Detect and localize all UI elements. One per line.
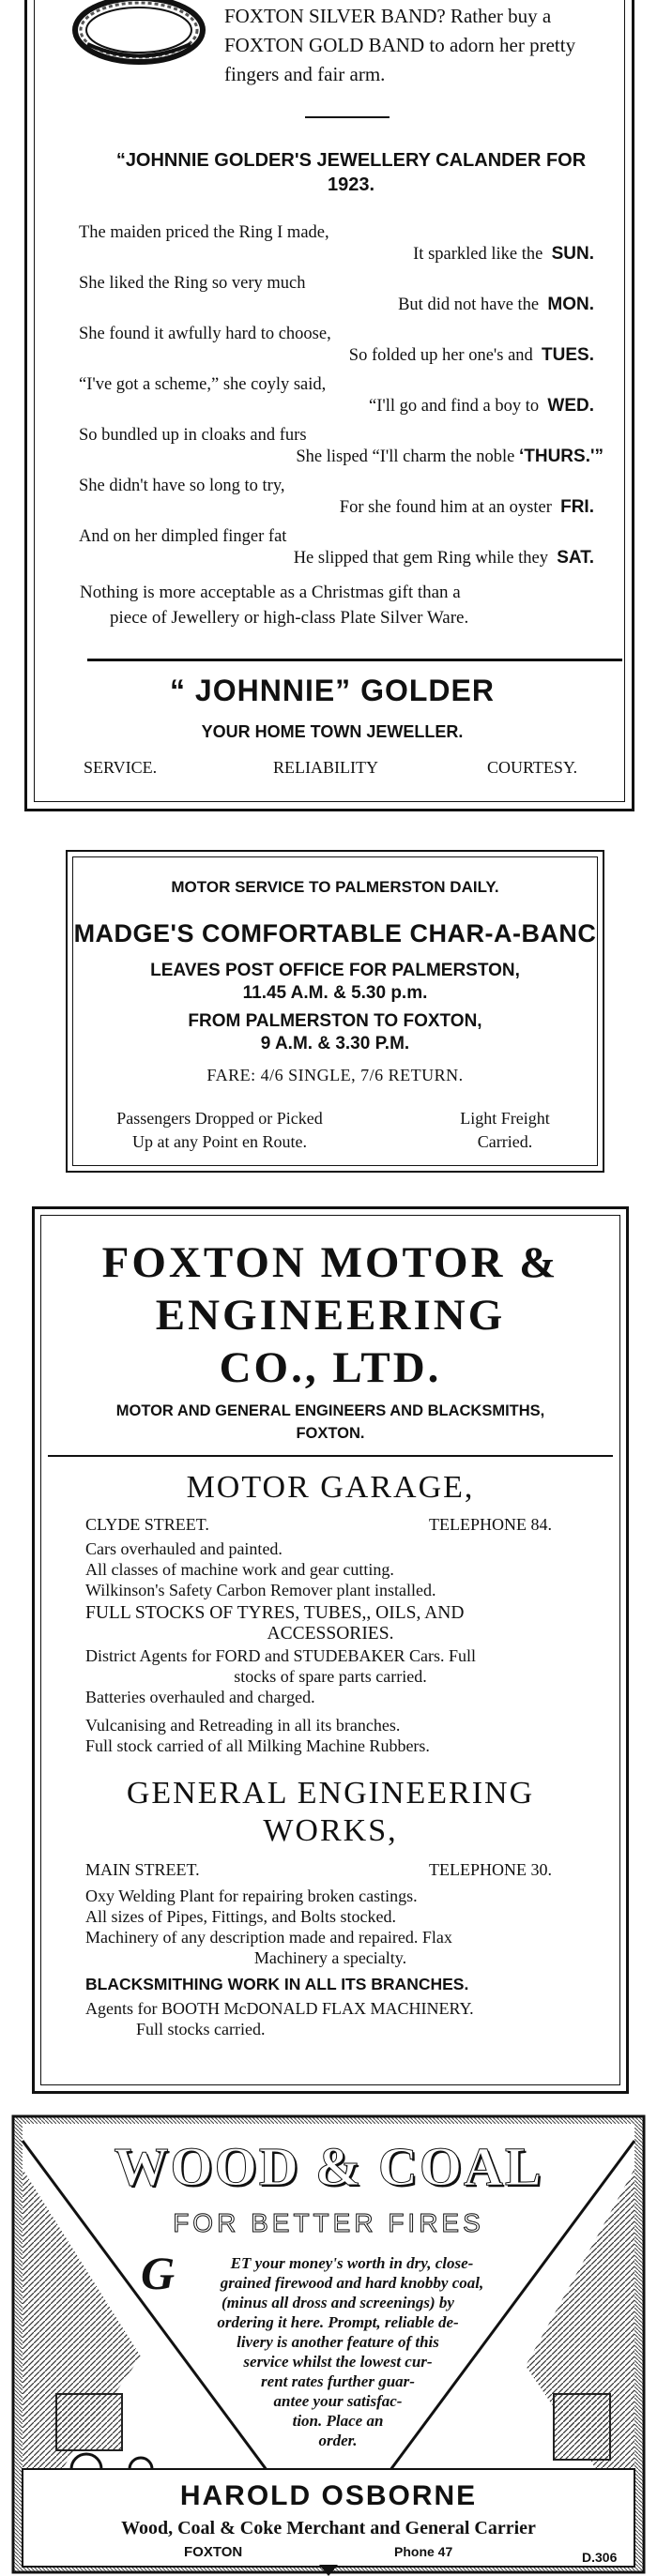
charabanc-advert [66, 850, 604, 1173]
company-subtitle: MOTOR AND GENERAL ENGINEERS AND BLACKSMITHS, [115, 1402, 545, 1419]
garage-heading: MOTOR GARAGE, [186, 1470, 475, 1505]
intro-line: fingers and fair arm. [224, 63, 386, 85]
freight-note-line: Carried. [477, 1132, 533, 1151]
coal-body-line: rent rates further guar- [261, 2372, 415, 2390]
verse-day: WED. [547, 396, 594, 416]
verse-line: She liked the Ring so very much [79, 274, 306, 293]
coal-body-line: ET your money's worth in dry, close- [230, 2254, 474, 2272]
jewellery-advert [24, 0, 634, 811]
verse-line: And on her dimpled finger fat [79, 527, 287, 546]
verse-line-ending [340, 497, 594, 518]
return-line: FROM PALMERSTON TO FOXTON, [188, 1011, 482, 1031]
works-heading: WORKS, [263, 1813, 398, 1848]
divider-rule [87, 659, 622, 661]
pickup-note [88, 1107, 351, 1154]
coal-body-line: tion. Place an [292, 2412, 384, 2430]
works-service-line: Machinery of any description made and repaired. Flax [85, 1928, 452, 1947]
closing-text [80, 580, 619, 630]
coal-body-line: antee your satisfac- [273, 2392, 403, 2410]
coal-headline: WOOD & COAL [114, 2136, 543, 2197]
company-title-line: CO., LTD. [219, 1343, 442, 1392]
coal-body-line: order. [318, 2432, 358, 2449]
works-phone: TELEPHONE 30. [429, 1860, 552, 1879]
coal-body-line: livery is another feature of this [237, 2333, 439, 2351]
value-service: SERVICE. [84, 758, 158, 777]
verse-text: “I'll go and find a boy to [369, 397, 540, 416]
intro-line: FOXTON GOLD BAND to adorn her pretty [224, 34, 576, 56]
stocks-line: Full stocks carried. [136, 2020, 266, 2038]
service-heading: MOTOR SERVICE TO PALMERSTON DAILY. [171, 878, 499, 896]
closing-line: Nothing is more acceptable as a Christmas gift than a [80, 583, 461, 602]
verse-text: But did not have the [398, 295, 540, 314]
departure-line: LEAVES POST OFFICE FOR PALMERSTON, [150, 961, 520, 980]
value-courtesy: COURTESY. [487, 758, 578, 777]
garage-service-line: ACCESSORIES. [267, 1624, 394, 1644]
advert-code: D.306 [582, 2550, 618, 2565]
coal-subhead: FOR BETTER FIRES [173, 2208, 484, 2237]
coal-body-line: service whilst the lowest cur- [243, 2353, 433, 2371]
verse-day: FRI. [560, 497, 594, 517]
verse-day: TUES. [542, 345, 594, 365]
works-street: MAIN STREET. [85, 1860, 200, 1879]
works-service-line: All sizes of Pipes, Fittings, and Bolts stocked. [85, 1907, 396, 1926]
intro-line: FOXTON SILVER BAND? Rather buy a [224, 5, 552, 27]
merchant-trade: Wood, Coal & Coke Merchant and General Carrier [121, 2518, 536, 2538]
jeweller-tagline: YOUR HOME TOWN JEWELLER. [201, 722, 464, 741]
service-name: MADGE'S COMFORTABLE CHAR-A-BANC [73, 919, 597, 947]
closing-line: piece of Jewellery or high-class Plate Silver Ware. [110, 608, 469, 628]
coal-body-line: (minus all dross and screenings) by [222, 2294, 454, 2311]
coal-body-text [141, 2253, 535, 2450]
verse-day: ‘THURS.'” [518, 447, 604, 466]
company-town: FOXTON. [296, 1425, 365, 1442]
garage-service-line: All classes of machine work and gear cutting. [85, 1560, 394, 1579]
verse-text: So folded up her one's and [348, 346, 533, 365]
verse-line-ending [294, 548, 594, 568]
verse-day: SAT. [557, 548, 594, 568]
garage-service-line: Vulcanising and Retreading in all its branches. [85, 1716, 401, 1735]
verse-line: The maiden priced the Ring I made, [79, 223, 329, 242]
verse-day: SUN. [551, 244, 594, 264]
verse-line-ending [349, 345, 594, 366]
fare-line: FARE: 4/6 SINGLE, 7/6 RETURN. [206, 1066, 464, 1084]
garage-service-line: stocks of spare parts carried. [234, 1667, 427, 1686]
verse-text: For she found him at an oyster [339, 498, 552, 517]
verse-line-ending [369, 396, 594, 417]
works-service-line: Oxy Welding Plant for repairing broken castings. [85, 1887, 418, 1905]
verse-line-ending [296, 447, 604, 467]
garage-street: CLYDE STREET. [85, 1515, 209, 1534]
divider-rule [48, 1455, 613, 1457]
verse-text: She lisped “I'll charm the noble [296, 447, 515, 466]
pickup-note-line: Passengers Dropped or Picked [116, 1109, 323, 1128]
verse-line: So bundled up in cloaks and furs [79, 426, 307, 445]
drop-cap: G [141, 2247, 176, 2299]
intro-text [224, 2, 637, 89]
divider [305, 116, 390, 118]
verse-line: “I've got a scheme,” she coyly said, [79, 375, 327, 394]
verse-line: She found it awfully hard to choose, [79, 325, 331, 343]
garage-service-line: Full stock carried of all Milking Machine Rubbers. [85, 1736, 430, 1755]
departure-times: 11.45 A.M. & 5.30 p.m. [242, 983, 428, 1003]
agents-line: Agents for BOOTH McDONALD FLAX MACHINERY. [85, 1999, 474, 2018]
pickup-note-line: Up at any Point en Route. [132, 1132, 307, 1151]
merchant-town: FOXTON [184, 2544, 243, 2560]
garage-service-line: FULL STOCKS OF TYRES, TUBES,, OILS, AND [85, 1603, 465, 1623]
works-heading: GENERAL ENGINEERING [126, 1776, 535, 1811]
return-times: 9 A.M. & 3.30 P.M. [260, 1034, 410, 1053]
verse-text: He slipped that gem Ring while they [293, 549, 548, 568]
garage-service-line: Wilkinson's Safety Carbon Remover plant installed. [85, 1581, 436, 1599]
verse-day: MON. [547, 295, 594, 314]
motor-engineering-advert [32, 1206, 629, 2094]
works-service-line: Machinery a specialty. [253, 1948, 407, 1967]
garage-phone: TELEPHONE 84. [429, 1515, 552, 1534]
merchant-name: HAROLD OSBORNE [179, 2480, 478, 2511]
jeweller-name: “ JOHNNIE” GOLDER [170, 674, 495, 707]
garage-service-line: Cars overhauled and painted. [85, 1539, 283, 1558]
blacksmithing-line: BLACKSMITHING WORK IN ALL ITS BRANCHES. [85, 1975, 469, 1993]
company-title-line: ENGINEERING [155, 1291, 506, 1340]
verse-line-ending [398, 295, 594, 315]
calendar-title-line: “JOHNNIE GOLDER'S JEWELLERY CALANDER FOR [115, 150, 587, 171]
calendar-year: 1923. [327, 174, 375, 195]
freight-note-line: Light Freight [460, 1109, 550, 1128]
verse-line-ending [413, 244, 594, 265]
verse-text: It sparkled like the [413, 245, 543, 264]
garage-service-line: Batteries overhauled and charged. [85, 1688, 315, 1706]
freight-note [430, 1107, 580, 1154]
company-title-line: FOXTON MOTOR & [101, 1238, 559, 1287]
value-reliability: RELIABILITY [273, 758, 378, 777]
ring-illustration [69, 0, 209, 77]
coal-body-line: ordering it here. Prompt, reliable de- [217, 2313, 459, 2331]
wood-coal-advert [0, 2113, 657, 2576]
coal-body-line: grained firewood and hard knobby coal, [220, 2274, 484, 2292]
calendar-title [84, 148, 619, 197]
merchant-phone: Phone 47 [394, 2544, 453, 2559]
garage-service-line: District Agents for FORD and STUDEBAKER Cars. Full [85, 1646, 476, 1665]
verse-line: She didn't have so long to try, [79, 477, 285, 495]
